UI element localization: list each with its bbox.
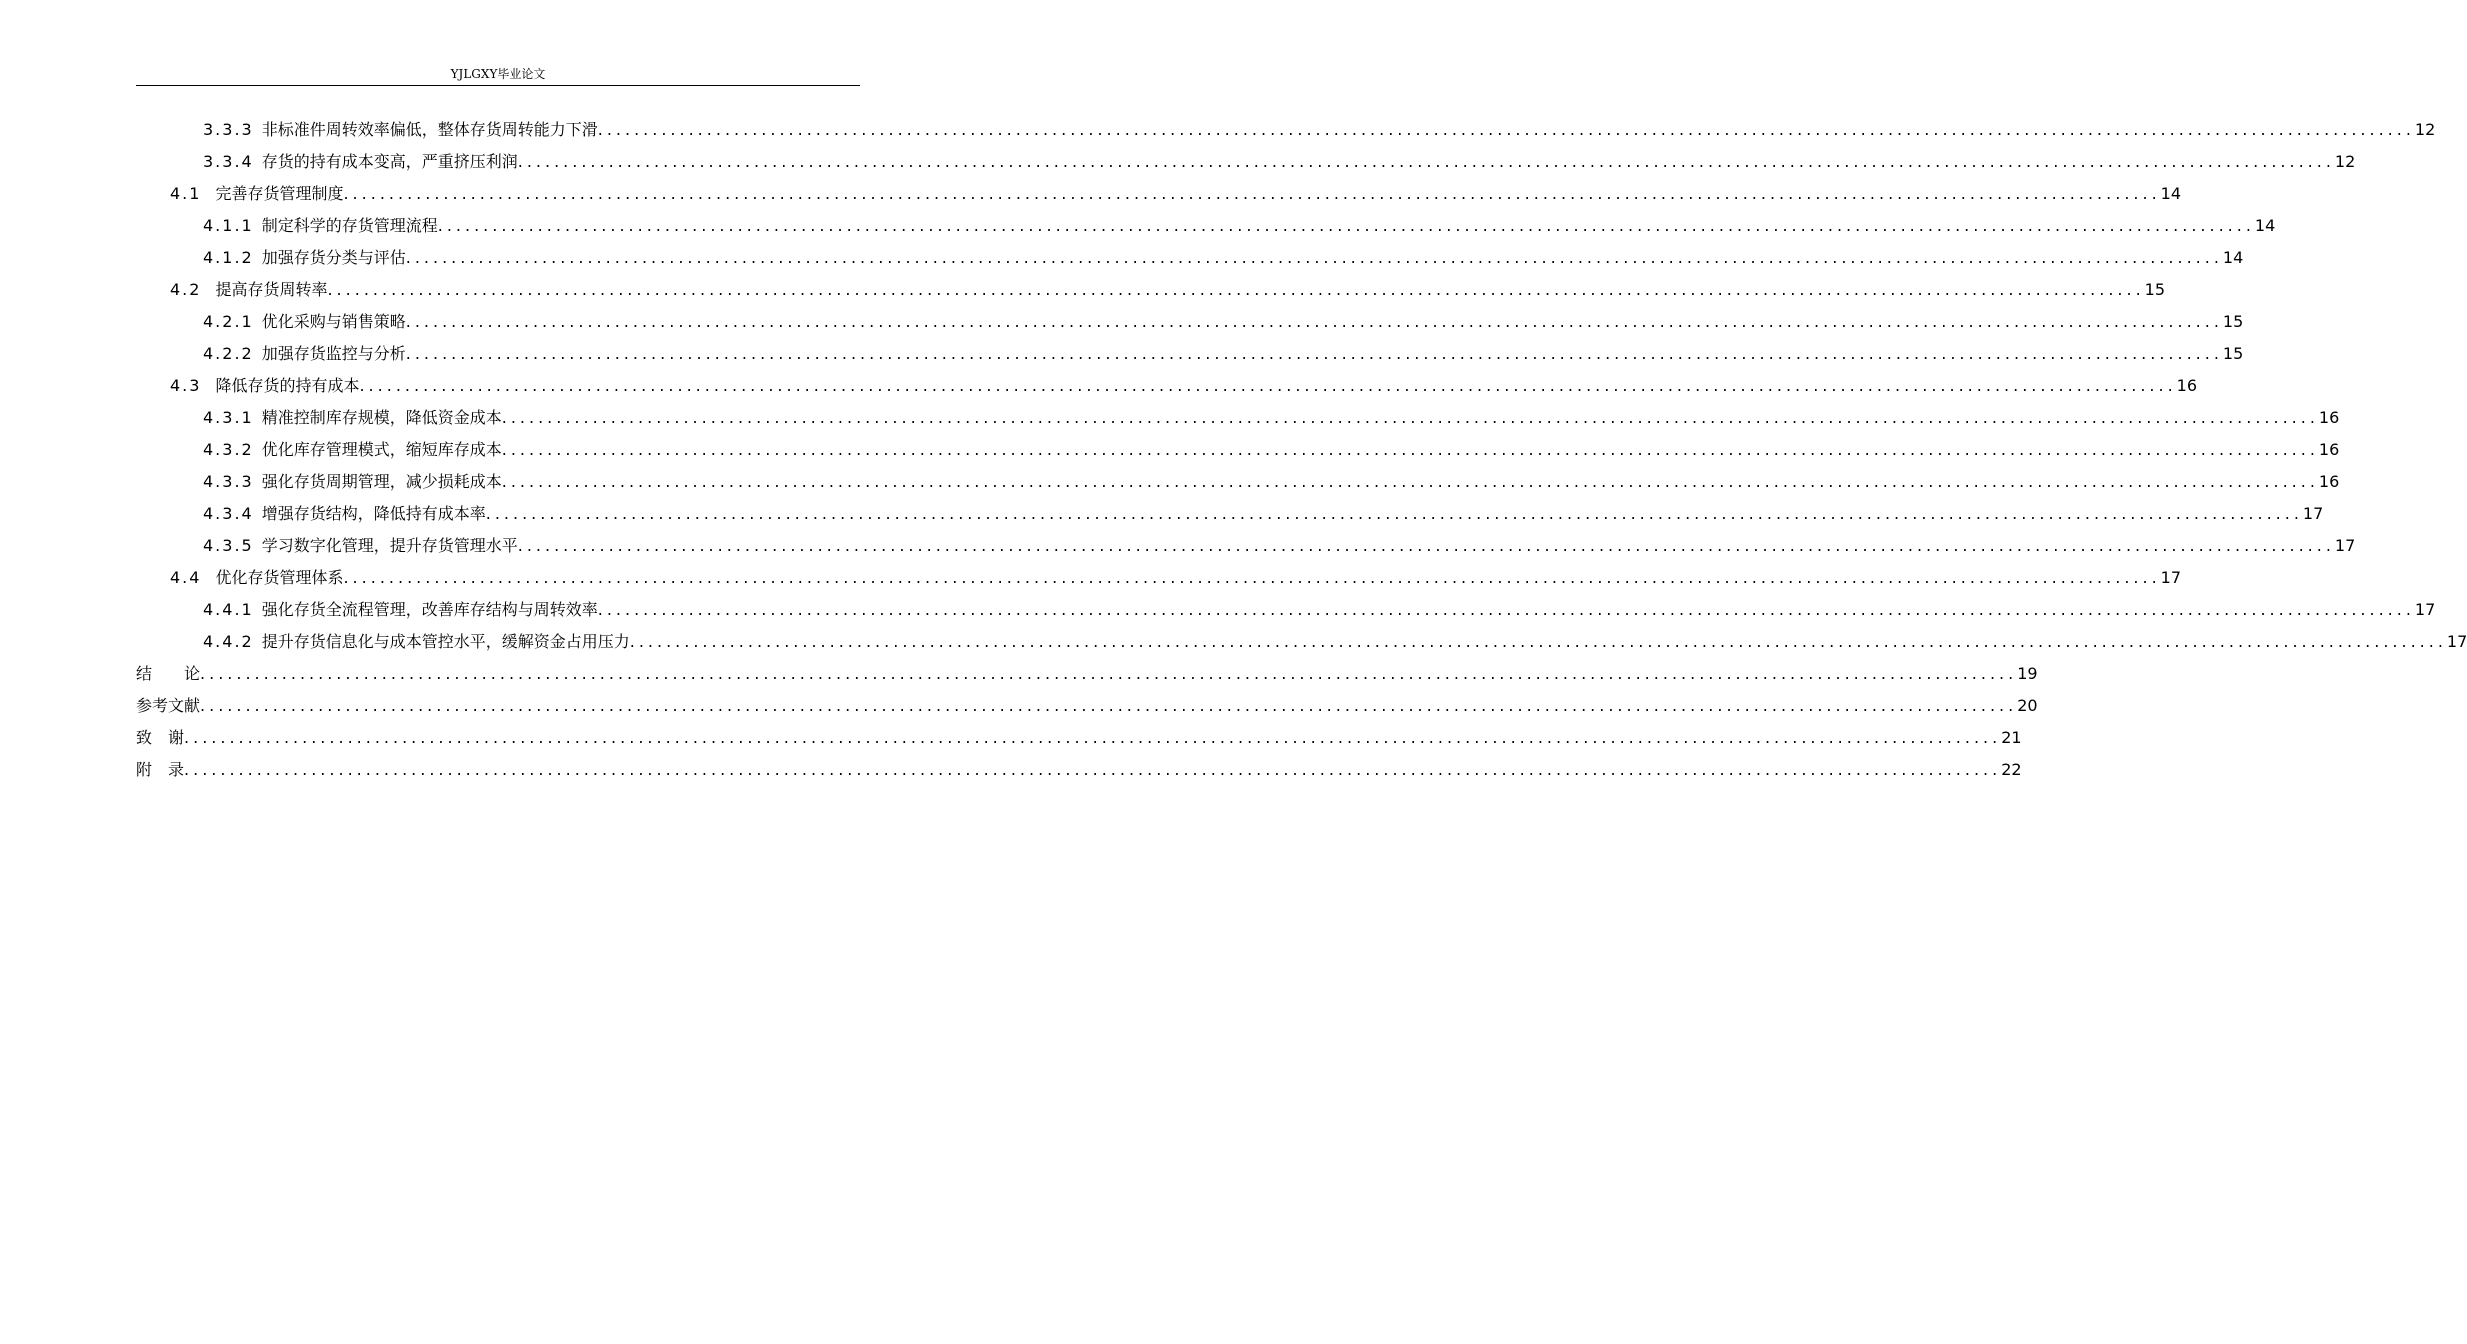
toc-entry[interactable]: [203, 595, 2436, 625]
toc-entry-label: [203, 120, 598, 140]
toc-entry[interactable]: [203, 435, 2340, 465]
toc-entry-number: 4.2: [170, 280, 202, 299]
toc-entry[interactable]: [170, 371, 2198, 401]
toc-entry[interactable]: [203, 403, 2340, 433]
toc-dot-leader: ........................................................................................................................................................................................................: [629, 632, 2447, 651]
toc-entry-label: [203, 504, 486, 524]
toc-entry[interactable]: [203, 115, 2436, 145]
toc-entry-number: 4.3: [170, 376, 202, 395]
toc-dot-leader: ........................................................................................................................................................................................................: [405, 312, 2223, 331]
toc-entry-label: [203, 216, 438, 236]
toc-entry-title: 存货的持有成本变高，严重挤压利润: [261, 152, 518, 171]
toc-dot-leader: ........................................................................................................................................................................................................: [343, 184, 2161, 203]
toc-entry-number: 4.1.2: [203, 248, 254, 267]
toc-entry-title: 完善存货管理制度: [215, 184, 344, 203]
toc-entry-page-number: 17: [2302, 504, 2324, 523]
toc-entry-title: 优化库存管理模式，缩短库存成本: [261, 440, 502, 459]
toc-entry-label: [170, 184, 343, 204]
toc-entry[interactable]: [203, 339, 2244, 369]
toc-entry-label: [203, 536, 518, 556]
toc-dot-leader: ........................................................................................................................................................................................................: [485, 504, 2303, 523]
toc-entry-number: 4.3.1: [203, 408, 254, 427]
toc-dot-leader: ........................................................................................................................................................................................................: [184, 760, 2002, 779]
toc-dot-leader: ........................................................................................................................................................................................................: [517, 152, 2335, 171]
toc-dot-leader: ........................................................................................................................................................................................................: [359, 376, 2177, 395]
toc-entry-page-number: 17: [2414, 600, 2436, 619]
header-title: YJLGXY毕业论文: [450, 67, 546, 81]
toc-entry-title: 强化存货全流程管理，改善库存结构与周转效率: [261, 600, 598, 619]
toc-entry-page-number: 17: [2160, 568, 2182, 587]
toc-entry-title: 附 录: [136, 760, 185, 779]
toc-entry-page-number: 14: [2222, 248, 2244, 267]
toc-entry-number: 4.4: [170, 568, 202, 587]
toc-entry-number: 3.3.4: [203, 152, 254, 171]
toc-entry-title: 强化存货周期管理，减少损耗成本: [261, 472, 502, 491]
toc-entry[interactable]: [203, 467, 2340, 497]
toc-dot-leader: ........................................................................................................................................................................................................: [501, 472, 2319, 491]
toc-dot-leader: ........................................................................................................................................................................................................: [597, 600, 2415, 619]
toc-entry-page-number: 15: [2144, 280, 2166, 299]
toc-entry-page-number: 14: [2160, 184, 2182, 203]
page-header: [136, 66, 860, 86]
toc-entry[interactable]: [170, 179, 2182, 209]
toc-entry-number: 4.1: [170, 184, 202, 203]
toc-entry-page-number: 20: [2017, 696, 2038, 715]
toc-entry-title: 降低存货的持有成本: [215, 376, 360, 395]
toc-entry-title: 增强存货结构，降低持有成本率: [261, 504, 486, 523]
toc-entry-label: [170, 568, 343, 588]
toc-entry-label: [203, 632, 630, 652]
toc-entry[interactable]: [203, 499, 2324, 529]
toc-dot-leader: ........................................................................................................................................................................................................: [597, 120, 2415, 139]
toc-entry-page-number: 17: [2446, 632, 2467, 651]
toc-entry-number: 4.2.2: [203, 344, 254, 363]
toc-entry[interactable]: [203, 531, 2356, 561]
toc-entry-label: [136, 728, 184, 748]
toc-entry[interactable]: [170, 275, 2166, 305]
toc-entry-page-number: 22: [2001, 760, 2022, 779]
toc-dot-leader: ........................................................................................................................................................................................................: [405, 248, 2223, 267]
toc-entry-title: 参考文献: [136, 696, 201, 715]
toc-dot-leader: ........................................................................................................................................................................................................: [327, 280, 2145, 299]
toc-entry-number: 4.3.4: [203, 504, 254, 523]
toc-entry[interactable]: [203, 243, 2244, 273]
toc-entry-number: 4.3.3: [203, 472, 254, 491]
toc-dot-leader: ........................................................................................................................................................................................................: [501, 408, 2319, 427]
toc-entry-page-number: 19: [2017, 664, 2038, 683]
toc-entry[interactable]: [203, 147, 2356, 177]
toc-entry-title: 提高存货周转率: [215, 280, 328, 299]
toc-entry-number: 4.3.2: [203, 440, 254, 459]
toc-entry-label: [203, 472, 502, 492]
toc-entry-title: 非标准件周转效率偏低，整体存货周转能力下滑: [261, 120, 598, 139]
toc-entry-number: 4.4.2: [203, 632, 254, 651]
toc-entry[interactable]: [136, 755, 2022, 785]
toc-entry-label: [203, 248, 406, 268]
toc-entry-label: [203, 344, 406, 364]
toc-entry-label: [203, 408, 502, 428]
toc-entry-title: 加强存货监控与分析: [261, 344, 406, 363]
toc-entry-page-number: 12: [2414, 120, 2436, 139]
toc-dot-leader: ........................................................................................................................................................................................................: [437, 216, 2255, 235]
toc-entry-title: 制定科学的存货管理流程: [261, 216, 438, 235]
toc-entry-title: 优化存货管理体系: [215, 568, 344, 587]
toc-entry-number: 4.2.1: [203, 312, 254, 331]
toc-entry-number: 4.4.1: [203, 600, 254, 619]
toc-entry[interactable]: [203, 307, 2244, 337]
toc-entry[interactable]: [136, 659, 2038, 689]
toc-entry-label: [203, 440, 502, 460]
toc-entry-title: 学习数字化管理，提升存货管理水平: [261, 536, 518, 555]
toc-entry-title: 加强存货分类与评估: [261, 248, 406, 267]
toc-entry-page-number: 14: [2254, 216, 2276, 235]
toc-entry-label: [203, 600, 598, 620]
toc-entry-label: [203, 152, 518, 172]
toc-entry-page-number: 15: [2222, 312, 2244, 331]
toc-entry-page-number: 16: [2318, 440, 2340, 459]
toc-entry[interactable]: [170, 563, 2182, 593]
toc-entry-page-number: 16: [2318, 408, 2340, 427]
toc-entry[interactable]: [203, 627, 2467, 657]
toc-entry[interactable]: [203, 211, 2276, 241]
toc-entry-title: 结 论: [136, 664, 201, 683]
toc-dot-leader: ........................................................................................................................................................................................................: [200, 696, 2018, 715]
toc-entry-title: 提升存货信息化与成本管控水平，缓解资金占用压力: [261, 632, 630, 651]
toc-entry-label: [203, 312, 406, 332]
toc-entry-page-number: 15: [2222, 344, 2244, 363]
toc-entry-number: 4.1.1: [203, 216, 254, 235]
toc-dot-leader: ........................................................................................................................................................................................................: [405, 344, 2223, 363]
toc-entry-title: 致 谢: [136, 728, 185, 747]
header-divider: [136, 85, 860, 86]
toc-entry-page-number: 12: [2334, 152, 2356, 171]
toc-entry-title: 精准控制库存规模，降低资金成本: [261, 408, 502, 427]
toc-entry-label: [170, 376, 359, 396]
toc-entry-page-number: 16: [2318, 472, 2340, 491]
toc-entry-number: 4.3.5: [203, 536, 254, 555]
toc-entry-page-number: 21: [2001, 728, 2022, 747]
toc-entry-label: [136, 664, 200, 684]
toc-dot-leader: ........................................................................................................................................................................................................: [184, 728, 2002, 747]
toc-entry[interactable]: [136, 723, 2022, 753]
toc-entry-label: [136, 696, 200, 716]
toc-entry-title: 优化采购与销售策略: [261, 312, 406, 331]
toc-entry-page-number: 16: [2176, 376, 2198, 395]
toc-dot-leader: ........................................................................................................................................................................................................: [343, 568, 2161, 587]
toc-entry-label: [136, 760, 184, 780]
toc-dot-leader: ........................................................................................................................................................................................................: [517, 536, 2335, 555]
toc-entry-label: [170, 280, 327, 300]
toc-dot-leader: ........................................................................................................................................................................................................: [501, 440, 2319, 459]
toc-dot-leader: ........................................................................................................................................................................................................: [200, 664, 2018, 683]
toc-entry-page-number: 17: [2334, 536, 2356, 555]
toc-entry[interactable]: [136, 691, 2038, 721]
toc-entry-number: 3.3.3: [203, 120, 254, 139]
